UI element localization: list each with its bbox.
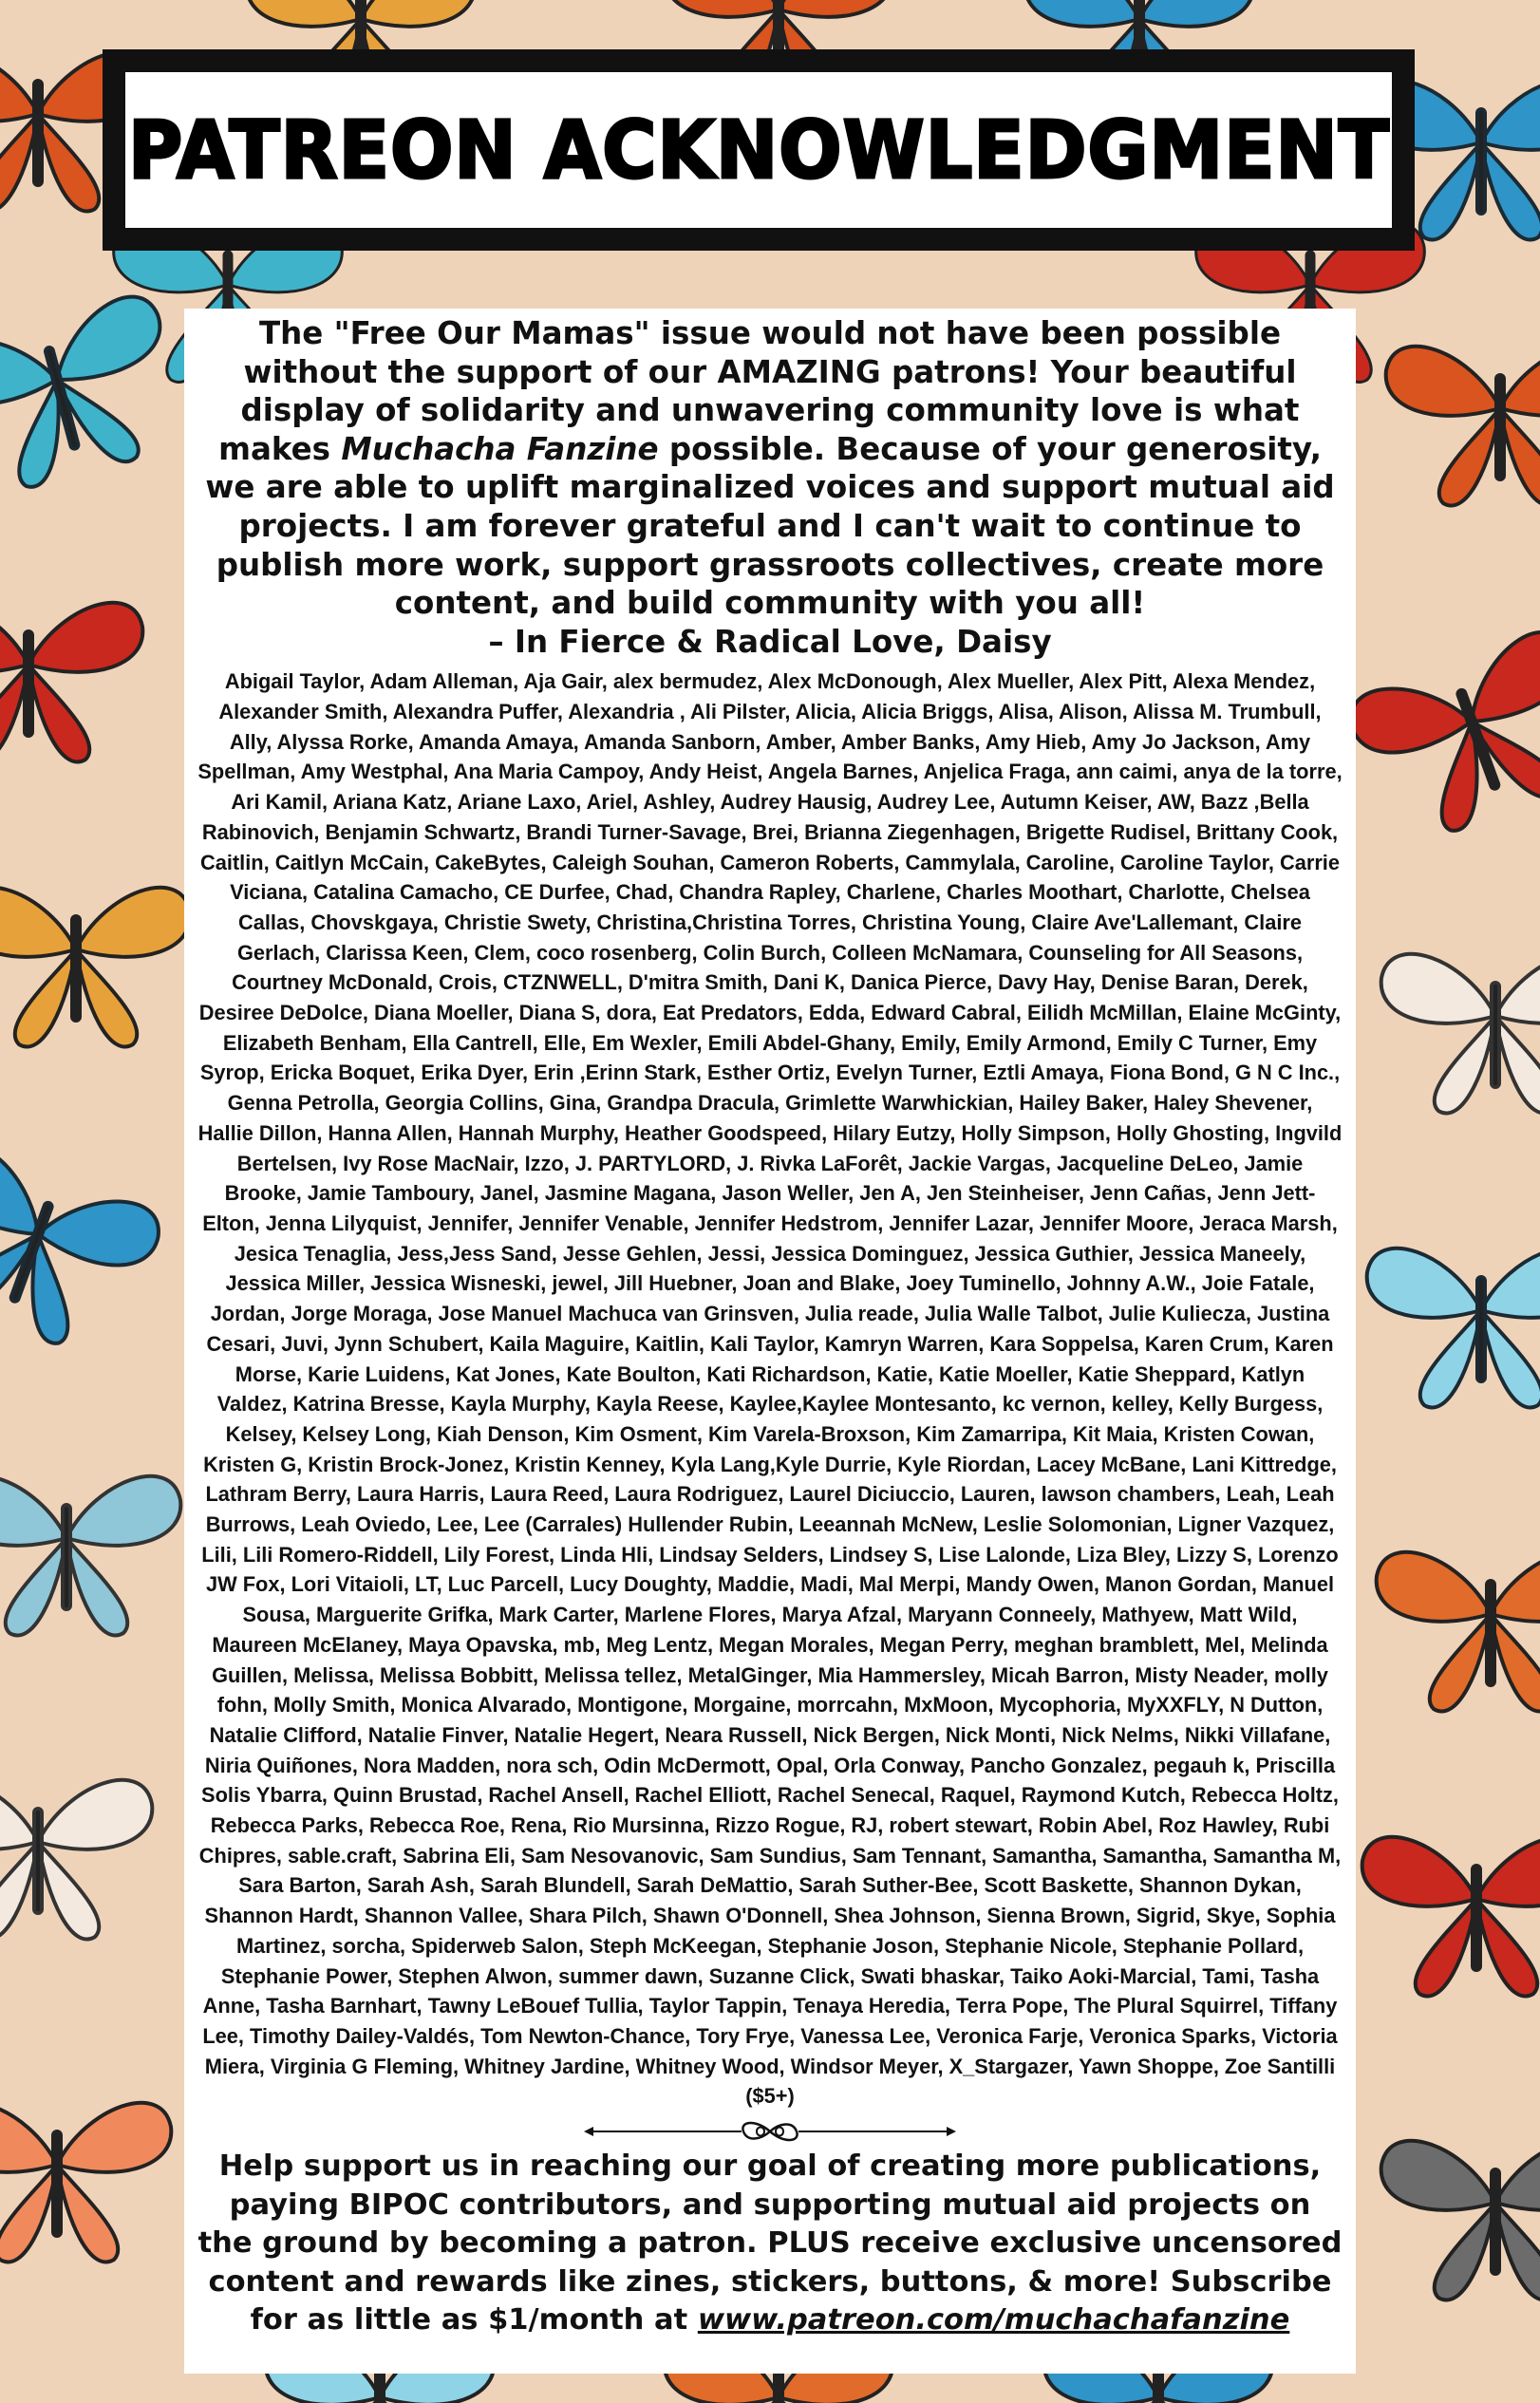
intro-text-1: The "Free Our Mamas" issue would not have been possible without the support of our AMAZING patrons! Your beautiful display of solidarity and unwavering community love is what makes bbox=[218, 315, 1300, 467]
butterfly-icon bbox=[1381, 954, 1540, 1114]
title-frame bbox=[103, 49, 1415, 251]
title-box bbox=[125, 72, 1392, 228]
intro-message bbox=[197, 314, 1343, 661]
butterfly-icon bbox=[1377, 1552, 1540, 1712]
publication-name: Muchacha Fanzine bbox=[341, 430, 659, 467]
butterfly-icon bbox=[0, 2103, 171, 2262]
page-title: PATREON ACKNOWLEDGMENT bbox=[127, 103, 1390, 197]
butterfly-icon bbox=[1362, 1837, 1540, 1997]
butterfly-icon bbox=[1367, 1248, 1540, 1408]
intro-signoff: – In Fierce & Radical Love, Daisy bbox=[488, 623, 1052, 660]
butterfly-icon bbox=[1381, 2141, 1540, 2300]
butterfly-icon bbox=[0, 888, 190, 1047]
content-panel bbox=[184, 309, 1356, 2374]
butterfly-icon bbox=[0, 1137, 166, 1365]
butterfly-icon bbox=[1343, 625, 1540, 853]
butterfly-icon bbox=[0, 291, 193, 503]
butterfly-icon bbox=[0, 1780, 152, 1940]
intro-text-2: possible. Because of your generosity, we are able to uplift marginalized voices and support mutual aid projects. I am forever grateful and I can't wait to continue to publish more work, support grassroots collectives, create more content, and build community with you all! bbox=[205, 430, 1335, 622]
cta-text: Help support us in reaching our goal of creating more publications, paying BIPOC contributors, and supporting mutual aid projects on the ground by becoming a patron. PLUS receive exclusive uncensored content and rewards like zines, stickers, buttons, & more! Subscribe for as little as $1/month at bbox=[197, 2150, 1343, 2337]
divider bbox=[197, 2117, 1343, 2146]
patreon-link[interactable]: www.patreon.com/muchachafanzine bbox=[697, 2303, 1290, 2337]
patron-list: Abigail Taylor, Adam Alleman, Aja Gair, alex bermudez, Alex McDonough, Alex Mueller, Alex Pitt, Alexa Mendez, Alexander Smith, Alexandra Puffer, Alexandria , Ali Pilster, Alicia, Alicia Briggs, Alisa, Alison, Alissa M. Trumbull, Ally, Alyssa Rorke, Amanda Amaya, Amanda Sanborn, Amber, Amber Banks, Amy Hieb, Amy Jo Jackson, Amy Spellman, Amy Westphal, Ana Maria Campoy, Andy Heist, Angela Barnes, Anjelica Fraga, ann caimi, anya de la torre, Ari Kamil, Ariana Katz, Ariane Laxo, Ariel, Ashley, Audrey Hausig, Audrey Lee, Autumn Keiser, AW, Bazz ,Bella Rabinovich, Benjamin Schwartz, Brandi Turner-Savage, Brei, Brianna Ziegenhagen, Brigette Rudisel, Brittany Cook, Caitlin, Caitlyn McCain, CakeBytes, Caleigh Souhan, Cameron Roberts, Cammylala, Caroline, Caroline Taylor, Carrie Viciana, Catalina Camacho, CE Durfee, Chad, Chandra Rapley, Charlene, Charles Moothart, Charlotte, Chelsea Callas, Chovskgaya, Christie Swety, Christina,Christina Torres, Christina Young, Claire Ave'Lallemant, Claire Gerlach, Clarissa Keen, Clem, coco rosenberg, Colin Burch, Colleen McNamara, Counseling for All Seasons, Courtney McDonald, Crois, CTZNWELL, D'mitra Smith, Dani K, Danica Pierce, Davy Hay, Denise Baran, Derek, Desiree DeDolce, Diana Moeller, Diana S, dora, Eat Predators, Edda, Edward Cabral, Eilidh McMillan, Elaine McGinty, Elizabeth Benham, Ella Cantrell, Elle, Em Wexler, Emili Abdel-Ghany, Emily, Emily Armond, Emily C Turner, Emy Syrop, Ericka Boquet, Erika Dyer, Erin ,Erinn Stark, Esther Ortiz, Evelyn Turner, Eztli Amaya, Fiona Bond, G N C Inc., Genna Petrolla, Georgia Collins, Gina, Grandpa Dracula, Grimlette Warwhickian, Hailey Baker, Haley Shevener, Hallie Dillon, Hanna Allen, Hannah Murphy, Heather Goodspeed, Hilary Eutzy, Holly Simpson, Holly Ghosting, Ingvild Bertelsen, Ivy Rose MacNair, Izzo, J. PARTYLORD, J. Rivka LaForêt, Jackie Vargas, Jacqueline DeLeo, Jamie Brooke, Jamie Tamboury, Janel, Jasmine Magana, Jason Weller, Jen A, Jen Steinheiser, Jenn Cañas, Jenn Jett-Elton, Jenna Lilyquist, Jennifer, Jennifer Venable, Jennifer Hedstrom, Jennifer Lazar, Jennifer Moore, Jeraca Marsh, Jesica Tenaglia, Jess,Jess Sand, Jesse Gehlen, Jessi, Jessica Dominguez, Jessica Guthier, Jessica Maneely, Jessica Miller, Jessica Wisneski, jewel, Jill Huebner, Joan and Blake, Joey Tuminello, Johnny A.W., Joie Fatale, Jordan, Jorge Moraga, Jose Manuel Machuca van Grinsven, Julia reade, Julia Walle Talbot, Julie Kuliecza, Justina Cesari, Juvi, Jynn Schubert, Kaila Maguire, Kaitlin, Kali Taylor, Kamryn Warren, Kara Soppelsa, Karen Crum, Karen Morse, Karie Luidens, Kat Jones, Kate Boulton, Kati Richardson, Katie, Katie Moeller, Katie Sheppard, Katlyn Valdez, Katrina Bresse, Kayla Murphy, Kayla Reese, Kaylee,Kaylee Montesanto, kc vernon, kelley, Kelly Burgess, Kelsey, Kelsey Long, Kiah Denson, Kim Osment, Kim Varela-Broxson, Kim Zamarripa, Kit Maia, Kristen Cowan, Kristen G, Kristin Brock-Jonez, Kristin Kenney, Kyla Lang,Kyle Durrie, Kyle Riordan, Lacey McBane, Lani Kittredge, Lathram Berry, Laura Harris, Laura Reed, Laura Rodriguez, Laurel Diciuccio, Lauren, lawson chambers, Leah, Leah Burrows, Leah Oviedo, Lee, Lee (Carrales) Hullender Rubin, Leeannah McNew, Leslie Solomonian, Ligner Vazquez, Lili, Lili Romero-Riddell, Lily Forest, Linda Hli, Lindsay Selders, Lindsey S, Lise Lalonde, Liza Bley, Lizzy S, Lorenzo JW Fox, Lori Vitaioli, LT, Luc Parcell, Lucy Doughty, Maddie, Madi, Mal Merpi, Mandy Owen, Manon Gordan, Manuel Sousa, Marguerite Grifka, Mark Carter, Marlene Flores, Marya Afzal, Maryann Conneely, Mathyew, Matt Wild, Maureen McElaney, Maya Opavska, mb, Meg Lentz, Megan Morales, Megan Perry, meghan bramblett, Mel, Melinda Guillen, Melissa, Melissa Bobbitt, Melissa tellez, MetalGinger, Mia Hammersley, Micah Barron, Misty Neader, molly fohn, Molly Smith, Monica Alvarado, Montigone, Morgaine, morrcahn, MxMoon, Mycophoria, MyXXFLY, N Dutton, Natalie Clifford, Natalie Finver, Natalie Hegert, Neara Russell, Nick Bergen, Nick Monti, Nick Nelms, Nikki Villafane, Niria Quiñones, Nora Madden, nora sch, Odin McDermott, Opal, Orla Conway, Pancho Gonzalez, pegauh k, Priscilla Solis Ybarra, Quinn Brustad, Rachel Ansell, Rachel Elliott, Rachel Senecal, Raquel, Raymond Kutch, Rebecca Holtz, Rebecca Parks, Rebecca Roe, Rena, Rio Mursinna, Rizzo Rogue, RJ, robert stewart, Robin Abel, Roz Hawley, Rubi Chipres, sable.craft, Sabrina Eli, Sam Nesovanovic, Sam Sundius, Sam Tennant, Samantha, Samantha, Samantha M, Sara Barton, Sarah Ash, Sarah Blundell, Sarah DeMattio, Sarah Suther-Bee, Scott Baskette, Shannon Dykan, Shannon Hardt, Shannon Vallee, Shara Pilch, Shawn O'Donnell, Shea Johnson, Sienna Brown, Sigrid, Skye, Sophia Martinez, sorcha, Spiderweb Salon, Steph McKeegan, Stephanie Joson, Stephanie Nicole, Stephanie Pollard, Stephanie Power, Stephen Alwon, summer dawn, Suzanne Click, Swati bhaskar, Taiko Aoki-Marcial, Tami, Tasha Anne, Tasha Barnhart, Tawny LeBouef Tullia, Taylor Tappin, Tenaya Heredia, Terra Pope, The Plural Squirrel, Tiffany Lee, Timothy Dailey-Valdés, Tom Newton-Chance, Tory Frye, Vanessa Lee, Veronica Farje, Veronica Sparks, Victoria Miera, Virginia G Fleming, Whitney Jardine, Whitney Wood, Windsor Meyer, X_Stargazer, Yawn Shoppe, Zoe Santilli ($5+) bbox=[197, 669, 1343, 2109]
butterfly-icon bbox=[0, 603, 142, 762]
divider-ornament-icon bbox=[580, 2117, 960, 2146]
patron-call-to-action bbox=[197, 2148, 1343, 2340]
butterfly-icon bbox=[0, 1476, 180, 1636]
butterfly-icon bbox=[1386, 347, 1540, 506]
